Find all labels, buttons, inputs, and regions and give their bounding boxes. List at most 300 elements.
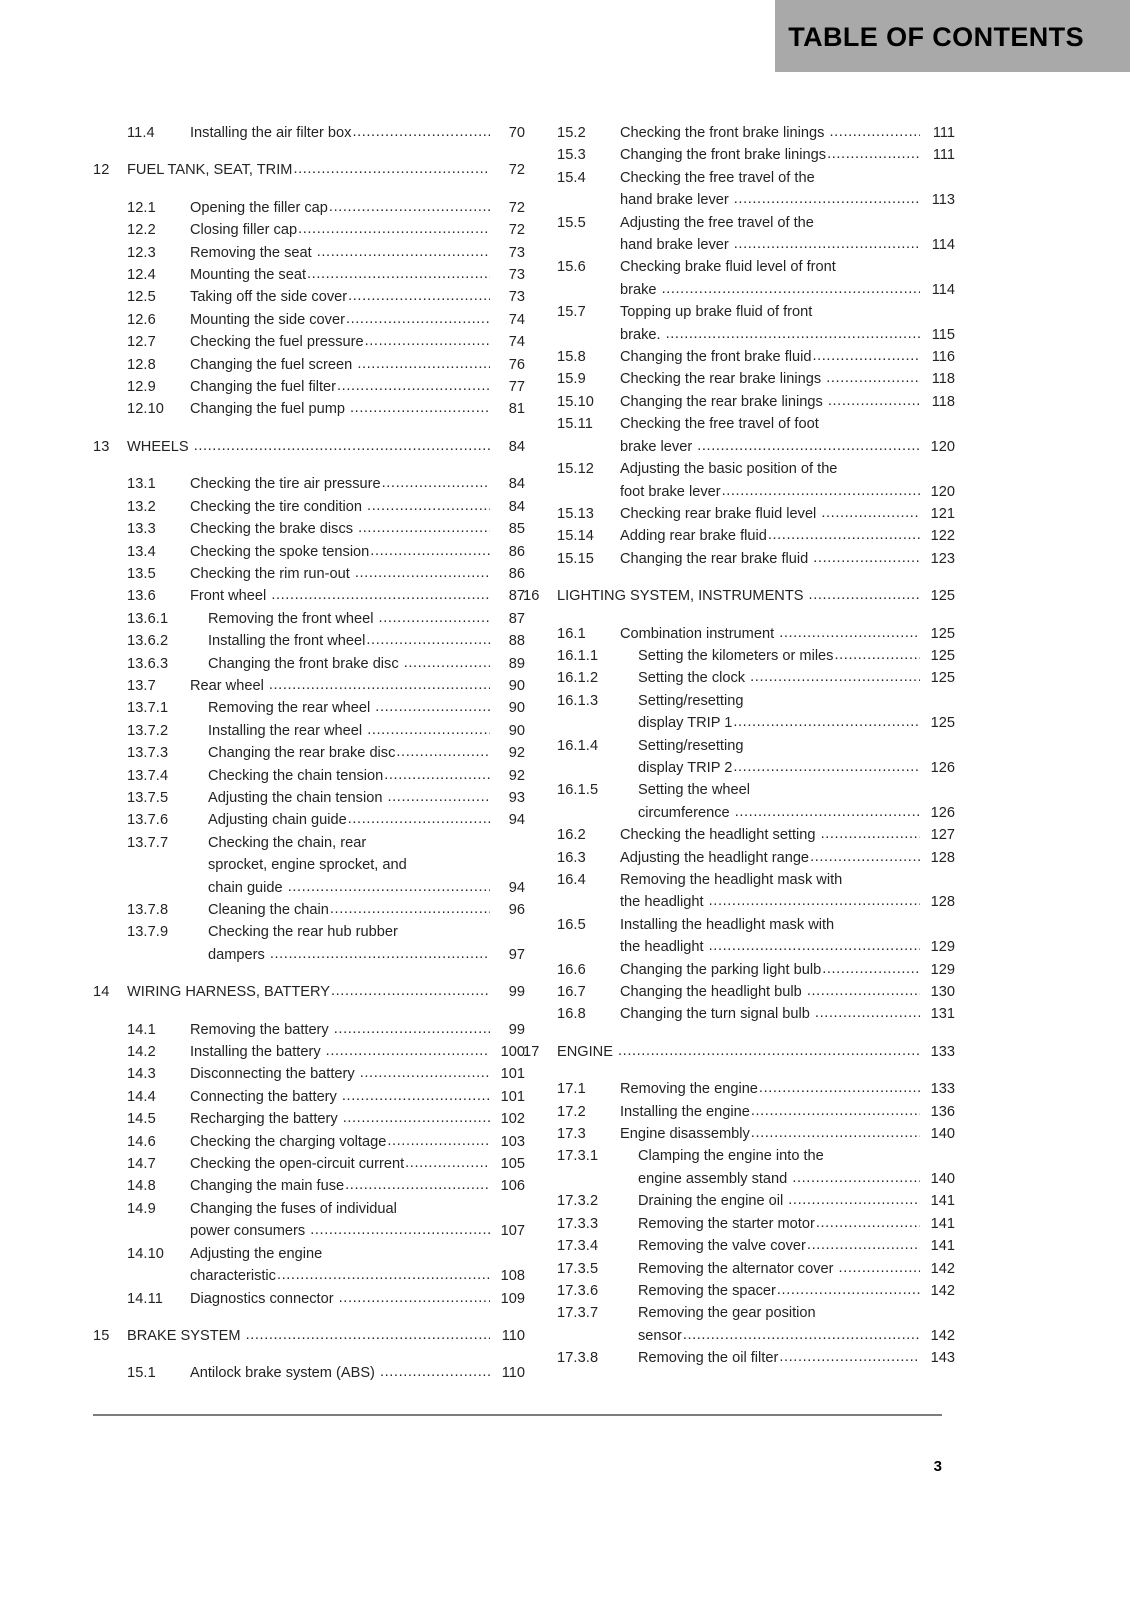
toc-entry-number: 14.7 (127, 1156, 156, 1173)
toc-leader-dots (367, 495, 490, 517)
toc-entry-number: 16.7 (557, 984, 586, 1001)
toc-entry-line (190, 1265, 525, 1287)
toc-entry-page: 99 (508, 1021, 525, 1038)
toc-leader-dots (396, 741, 490, 763)
toc-entry[interactable] (523, 391, 955, 413)
toc-entry[interactable] (93, 1153, 525, 1175)
toc-entry[interactable] (523, 1280, 955, 1302)
toc-entry-page: 140 (930, 1170, 955, 1187)
toc-leader-dots (270, 943, 490, 965)
toc-entry[interactable] (93, 899, 525, 921)
toc-entry-title: Changing the fuel screen (190, 356, 357, 373)
toc-entry[interactable] (93, 1243, 525, 1288)
toc-entry-title: Changing the rear brake linings (620, 393, 827, 410)
toc-entry-line (638, 667, 955, 689)
toc-entry-body (638, 1145, 955, 1190)
toc-entry-page: 108 (500, 1268, 525, 1285)
toc-entry-body (620, 391, 955, 413)
toc-entry-title: Topping up brake fluid of front (620, 304, 813, 321)
toc-entry[interactable] (523, 256, 955, 301)
toc-entry[interactable] (523, 122, 955, 144)
toc-entry-body (638, 690, 955, 735)
toc-leader-dots (331, 980, 490, 1002)
toc-entry-body (557, 585, 955, 607)
toc-entry-line (208, 832, 525, 854)
toc-entry-line (190, 541, 525, 563)
toc-leader-dots (342, 1085, 490, 1107)
toc-leader-dots (367, 719, 490, 741)
toc-entry-page: 103 (500, 1133, 525, 1150)
toc-entry[interactable] (93, 981, 525, 1003)
toc-entry[interactable] (523, 548, 955, 570)
toc-entry-line (638, 779, 955, 801)
toc-entry-title: Installing the battery (190, 1044, 325, 1061)
toc-entry-line (127, 1325, 525, 1347)
toc-entry[interactable] (523, 503, 955, 525)
toc-entry-title: Checking rear brake fluid level (620, 505, 821, 522)
toc-entry[interactable] (93, 697, 525, 719)
toc-entry-title: Checking the headlight setting (620, 827, 820, 844)
toc-entry-line (620, 144, 955, 166)
toc-leader-dots (618, 1040, 920, 1062)
toc-entry-line (620, 847, 955, 869)
toc-entry[interactable] (93, 1041, 525, 1063)
toc-entry[interactable] (93, 1362, 525, 1384)
toc-leader-dots (822, 958, 920, 980)
toc-entry-title: the headlight (620, 894, 708, 911)
toc-entry-page: 74 (508, 311, 525, 328)
toc-entry[interactable] (523, 413, 955, 458)
toc-entry-number: 14.4 (127, 1088, 156, 1105)
toc-leader-dots (348, 808, 490, 830)
toc-entry-body (638, 779, 955, 824)
toc-entry[interactable] (523, 959, 955, 981)
toc-entry-page: 141 (930, 1193, 955, 1210)
toc-entry-number: 15.4 (557, 169, 586, 186)
toc-entry-title: LIGHTING SYSTEM, INSTRUMENTS (557, 588, 808, 605)
toc-entry-body (620, 1003, 955, 1025)
toc-entry-line (190, 331, 525, 353)
toc-entry-page: 107 (500, 1223, 525, 1240)
toc-entry[interactable] (523, 1123, 955, 1145)
toc-leader-dots (365, 330, 490, 352)
toc-entry-body (638, 1213, 955, 1235)
toc-entry-title: Checking the front brake linings (620, 125, 829, 141)
toc-entry-line (208, 899, 525, 921)
toc-leader-dots (807, 980, 920, 1002)
toc-entry-line (638, 757, 955, 779)
toc-entry-number: 13.7.8 (127, 902, 169, 918)
toc-entry-title: Setting/resetting (638, 737, 744, 754)
toc-entry[interactable] (523, 824, 955, 846)
toc-entry-number: 15.15 (557, 550, 595, 567)
toc-entry-line (190, 1153, 525, 1175)
toc-entry-title: Changing the main fuse (190, 1178, 345, 1195)
toc-entry[interactable] (93, 376, 525, 398)
toc-entry-title: BRAKE SYSTEM (127, 1327, 245, 1344)
toc-entry-title: WIRING HARNESS, BATTERY (127, 984, 330, 1001)
toc-entry-title: hand brake lever (620, 192, 733, 209)
toc-entry-title: Opening the filler cap (190, 199, 328, 216)
toc-entry[interactable] (523, 212, 955, 257)
toc-entry-body (638, 645, 955, 667)
toc-entry-line (620, 167, 955, 189)
toc-entry-page: 101 (500, 1066, 525, 1083)
toc-entry[interactable] (93, 122, 525, 144)
toc-entry-line (127, 159, 525, 181)
toc-leader-dots (809, 584, 920, 606)
toc-entry[interactable] (93, 197, 525, 219)
toc-entry-page: 97 (508, 946, 525, 963)
toc-leader-dots (380, 1361, 490, 1383)
toc-entry-title: Changing the fuses of individual (190, 1200, 397, 1217)
toc-entry-title: Closing filler cap (190, 222, 298, 239)
toc-entry-line (557, 1041, 955, 1063)
toc-entry-page: 77 (508, 379, 525, 396)
toc-entry-number: 15.3 (557, 147, 586, 164)
toc-entry[interactable] (523, 1302, 955, 1347)
footer-divider (93, 1414, 942, 1416)
toc-entry-line (190, 122, 525, 144)
toc-entry[interactable] (523, 667, 955, 689)
toc-entry-page: 115 (931, 326, 955, 343)
toc-entry-title: Removing the starter motor (638, 1215, 815, 1232)
toc-entry[interactable] (93, 809, 525, 831)
toc-entry-title: Connecting the battery (190, 1088, 341, 1105)
toc-entry[interactable] (93, 720, 525, 742)
toc-entry-line (127, 436, 525, 458)
toc-entry-number: 12.10 (127, 401, 165, 418)
toc-entry-body (190, 563, 525, 585)
toc-entry-body (638, 1190, 955, 1212)
toc-entry-line (638, 1190, 955, 1212)
toc-entry[interactable] (523, 1101, 955, 1123)
toc-entry-body (208, 630, 525, 652)
toc-entry-line (208, 765, 525, 787)
toc-entry[interactable] (523, 301, 955, 346)
toc-entry[interactable] (523, 645, 955, 667)
toc-entry-line (620, 503, 955, 525)
toc-entry-line (620, 914, 955, 936)
toc-entry[interactable] (523, 690, 955, 735)
toc-entry[interactable] (93, 1288, 525, 1310)
toc-entry-page: 93 (508, 789, 525, 806)
toc-leader-dots (821, 823, 920, 845)
toc-entry-body (620, 503, 955, 525)
toc-entry[interactable] (93, 630, 525, 652)
toc-entry-body (190, 518, 525, 540)
toc-leader-dots (357, 353, 490, 375)
toc-entry-line (190, 398, 525, 420)
toc-entry-title: foot brake lever (620, 483, 721, 500)
toc-leader-dots (751, 1122, 920, 1144)
toc-entry-number: 13.7.9 (127, 924, 169, 941)
toc-entry-body (190, 309, 525, 331)
toc-entry[interactable] (523, 346, 955, 368)
toc-entry[interactable] (93, 1063, 525, 1085)
toc-entry[interactable] (523, 1041, 955, 1063)
toc-entry[interactable] (523, 458, 955, 503)
toc-entry-number: 13.7.4 (127, 767, 169, 784)
toc-entry[interactable] (93, 1198, 525, 1243)
toc-entry[interactable] (523, 1190, 955, 1212)
toc-entry[interactable] (93, 1108, 525, 1130)
toc-entry-body (620, 368, 955, 390)
toc-leader-dots (382, 472, 490, 494)
toc-entry-title: Checking the tire condition (190, 498, 367, 515)
toc-entry-title: Changing the headlight bulb (620, 984, 806, 1001)
toc-entry-title: FUEL TANK, SEAT, TRIM (127, 162, 293, 179)
toc-entry-page: 125 (930, 625, 955, 642)
toc-entry-number: 13.6.2 (127, 633, 169, 650)
toc-entry[interactable] (93, 1019, 525, 1041)
toc-entry-page: 125 (930, 715, 955, 732)
toc-entry[interactable] (93, 219, 525, 241)
toc-entry[interactable] (93, 1086, 525, 1108)
toc-entry[interactable] (93, 787, 525, 809)
toc-entry[interactable] (93, 159, 525, 181)
toc-entry-line (190, 1063, 525, 1085)
toc-entry-page: 133 (930, 1043, 955, 1060)
toc-entry-number: 12.7 (127, 334, 156, 351)
toc-entry[interactable] (93, 242, 525, 264)
toc-entry[interactable] (523, 585, 955, 607)
toc-entry-page: 86 (508, 543, 525, 560)
toc-entry-title: Installing the front wheel (208, 633, 366, 650)
toc-entry-line (208, 742, 525, 764)
toc-entry-line (190, 1131, 525, 1153)
toc-entry[interactable] (523, 735, 955, 780)
toc-entry[interactable] (93, 354, 525, 376)
toc-entry[interactable] (93, 496, 525, 518)
toc-entry-number: 12.1 (127, 199, 156, 216)
toc-entry-line (208, 809, 525, 831)
toc-entry-line (620, 481, 955, 503)
toc-entry-number: 16.1.2 (557, 670, 599, 687)
toc-entry[interactable] (523, 1235, 955, 1257)
toc-entry-title: Removing the headlight mask with (620, 872, 843, 888)
toc-entry-title: Disconnecting the battery (190, 1066, 359, 1083)
toc-leader-dots (330, 898, 490, 920)
toc-entry-line (208, 787, 525, 809)
toc-entry-number: 13.1 (127, 476, 156, 493)
toc-entry-line (620, 413, 955, 435)
toc-entry-line (190, 354, 525, 376)
toc-entry-page: 131 (930, 1006, 955, 1023)
toc-entry[interactable] (523, 1213, 955, 1235)
toc-entry[interactable] (93, 608, 525, 630)
toc-entry-line (638, 802, 955, 824)
toc-leader-dots (815, 1002, 920, 1024)
toc-entry-line (190, 675, 525, 697)
toc-entry-body (190, 376, 525, 398)
toc-entry[interactable] (93, 742, 525, 764)
toc-entry[interactable] (523, 1003, 955, 1025)
toc-entry-line (190, 1362, 525, 1384)
toc-leader-dots (404, 652, 490, 674)
toc-entry-line (620, 256, 955, 278)
toc-entry[interactable] (523, 1258, 955, 1280)
toc-entry-body (190, 197, 525, 219)
toc-entry-number: 17.3.3 (557, 1215, 599, 1232)
toc-entry-number: 13.7 (127, 677, 156, 694)
toc-entry-page: 125 (930, 647, 955, 664)
toc-entry[interactable] (93, 518, 525, 540)
toc-leader-dots (352, 121, 490, 143)
toc-entry[interactable] (523, 869, 955, 914)
toc-entry-number: 15 (93, 1327, 110, 1344)
toc-entry[interactable] (523, 144, 955, 166)
toc-leader-dots (733, 756, 920, 778)
toc-entry-line (620, 279, 955, 301)
page-title: TABLE OF CONTENTS (788, 22, 1084, 52)
toc-entry-title: Checking the free travel of foot (620, 416, 819, 433)
toc-entry-body (620, 144, 955, 166)
toc-entry-number: 17.3.8 (557, 1350, 599, 1367)
toc-entry-page: 123 (930, 550, 955, 567)
toc-leader-dots (821, 502, 920, 524)
toc-entry[interactable] (523, 1078, 955, 1100)
toc-entry-line (638, 1168, 955, 1190)
toc-entry[interactable] (523, 779, 955, 824)
toc-entry-body (190, 1063, 525, 1085)
toc-entry-line (190, 1198, 525, 1220)
toc-entry[interactable] (523, 525, 955, 547)
toc-leader-dots (683, 1324, 920, 1346)
toc-entry[interactable] (523, 914, 955, 959)
toc-entry[interactable] (93, 264, 525, 286)
toc-entry-number: 15.13 (557, 505, 595, 522)
toc-entry-title: Installing the engine (620, 1103, 750, 1120)
toc-entry-line (638, 1258, 955, 1280)
toc-entry-title: Removing the engine (620, 1081, 758, 1098)
toc-entry[interactable] (93, 541, 525, 563)
toc-entry-line (620, 301, 955, 323)
toc-leader-dots (384, 764, 490, 786)
toc-entry-line (208, 877, 525, 899)
toc-entry-line (638, 645, 955, 667)
toc-entry-title: brake. (620, 326, 665, 343)
toc-leader-dots (733, 711, 920, 733)
toc-entry[interactable] (523, 1347, 955, 1369)
toc-entry-title: Checking the chain, rear (208, 834, 367, 851)
toc-entry[interactable] (93, 436, 525, 458)
toc-entry[interactable] (93, 832, 525, 899)
toc-entry-line (620, 936, 955, 958)
toc-leader-dots (337, 375, 490, 397)
toc-entry[interactable] (93, 585, 525, 607)
toc-entry-body (638, 1258, 955, 1280)
toc-entry-page: 96 (508, 902, 525, 918)
toc-leader-dots (751, 1100, 920, 1122)
toc-entry-body (620, 548, 955, 570)
toc-entry[interactable] (523, 847, 955, 869)
toc-entry[interactable] (93, 398, 525, 420)
toc-entry[interactable] (93, 1325, 525, 1347)
toc-entry-number: 14 (93, 984, 110, 1001)
toc-entry-page: 126 (930, 804, 955, 821)
toc-entry-title: Clamping the engine into the (638, 1148, 824, 1165)
toc-entry-page: 81 (508, 401, 525, 418)
toc-entry-title: Changing the rear brake fluid (620, 550, 813, 567)
toc-entry-number: 16.1.3 (557, 692, 599, 709)
toc-entry-title: ENGINE (557, 1043, 618, 1060)
toc-leader-dots (334, 1018, 490, 1040)
toc-entry[interactable] (523, 1145, 955, 1190)
toc-entry-line (190, 1019, 525, 1041)
toc-entry-body (127, 1325, 525, 1347)
toc-leader-dots (288, 876, 490, 898)
toc-leader-dots (779, 622, 920, 644)
toc-entry-body (190, 331, 525, 353)
toc-entry-body (208, 653, 525, 675)
toc-entry-line (208, 630, 525, 652)
toc-entry-title: Changing the fuel filter (190, 379, 337, 396)
toc-entry[interactable] (93, 563, 525, 585)
toc-entry-number: 15.1 (127, 1365, 156, 1382)
toc-entry[interactable] (93, 473, 525, 495)
toc-entry-line (190, 309, 525, 331)
toc-leader-dots (666, 323, 920, 345)
toc-entry-line (620, 189, 955, 211)
toc-entry[interactable] (523, 981, 955, 1003)
toc-entry-line (638, 1280, 955, 1302)
toc-entry[interactable] (523, 623, 955, 645)
toc-entry-page: 122 (930, 528, 955, 545)
toc-entry-body (638, 1347, 955, 1369)
toc-entry[interactable] (523, 167, 955, 212)
toc-entry-line (638, 1302, 955, 1324)
toc-leader-dots (735, 801, 920, 823)
toc-entry-line (208, 854, 525, 876)
toc-entry-line (620, 122, 955, 144)
toc-entry-page: 141 (930, 1238, 955, 1255)
toc-entry-title: dampers (208, 946, 269, 963)
toc-entry[interactable] (93, 309, 525, 331)
toc-leader-dots (697, 435, 920, 457)
toc-entry-title: Checking the rear brake linings (620, 371, 826, 388)
toc-entry-page: 86 (508, 565, 525, 582)
toc-entry[interactable] (93, 1131, 525, 1153)
toc-entry-line (620, 368, 955, 390)
toc-entry-page: 126 (930, 759, 955, 776)
toc-entry-page: 114 (931, 237, 955, 254)
toc-entry-page: 70 (508, 125, 525, 141)
toc-entry[interactable] (93, 331, 525, 353)
toc-entry[interactable] (93, 653, 525, 675)
toc-entry-page: 94 (508, 812, 525, 829)
toc-entry[interactable] (93, 921, 525, 966)
toc-entry-page: 84 (508, 498, 525, 515)
toc-entry-title: Setting the clock (638, 670, 750, 687)
toc-entry[interactable] (93, 1175, 525, 1197)
toc-leader-dots (329, 196, 490, 218)
toc-entry-body (638, 1280, 955, 1302)
toc-entry[interactable] (523, 368, 955, 390)
toc-entry-title: Removing the rear wheel (208, 700, 375, 717)
toc-entry-line (638, 1347, 955, 1369)
toc-leader-dots (750, 666, 920, 688)
toc-entry-body (208, 809, 525, 831)
toc-entry-title: Setting the kilometers or miles (638, 647, 834, 664)
toc-entry-page: 116 (931, 349, 955, 366)
toc-entry[interactable] (93, 765, 525, 787)
toc-entry-page: 72 (508, 162, 525, 179)
toc-entry[interactable] (93, 675, 525, 697)
toc-entry-number: 16.8 (557, 1006, 586, 1023)
toc-entry-page: 143 (930, 1350, 955, 1367)
toc-entry[interactable] (93, 286, 525, 308)
